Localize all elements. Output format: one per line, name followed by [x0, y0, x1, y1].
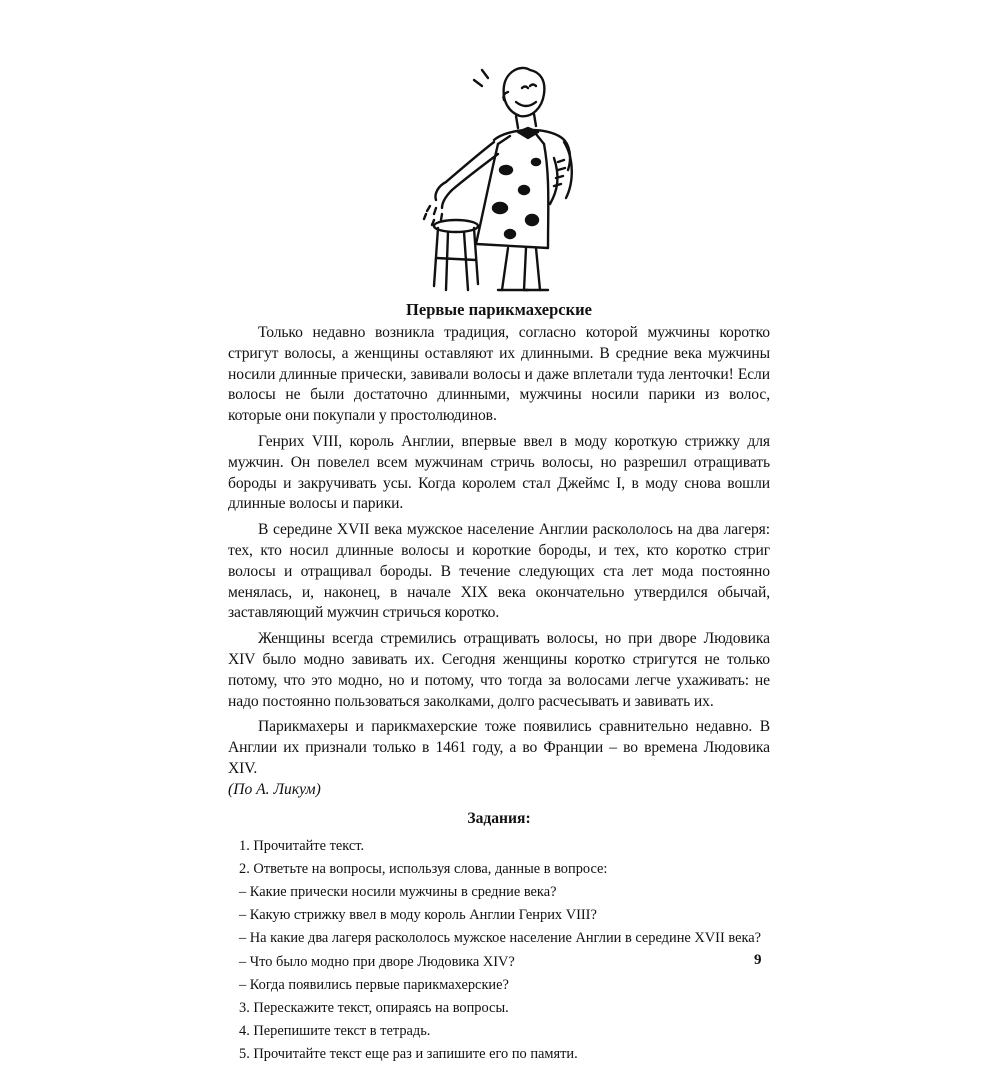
- tasks-title: Задания:: [467, 809, 531, 827]
- barber-drawing: [398, 58, 588, 294]
- task-item: – Какую стрижку ввел в моду король Англии Генрих VIII?: [239, 907, 597, 924]
- task-item: – Когда появились первые парикмахерские?: [239, 976, 509, 993]
- article-source: (По А. Ликум): [228, 780, 321, 798]
- page-number: 9: [754, 952, 762, 968]
- task-item: 5. Прочитайте текст еще раз и запишите его по памяти.: [239, 1046, 578, 1063]
- task-item: 3. Перескажите текст, опираясь на вопросы.: [239, 999, 509, 1016]
- article-title: Первые парикмахерские: [406, 300, 592, 319]
- task-item: 4. Перепишите текст в тетрадь.: [239, 1023, 431, 1040]
- task-item: – Что было модно при дворе Людовика XIV?: [239, 953, 515, 970]
- article-paragraph-1: Только недавно возникла традиция, согласно которой мужчины коротко стригут волосы, а женщины оставляют их длинными. В средние века мужчины носили длинные прически, завивали волосы и даже вплетали туда ленточки! Если волосы не были достаточно длинными, мужчины носили парики из волос, которые они покупали у простолюдинов.: [228, 324, 770, 425]
- article-paragraph-2: Генрих VIII, король Англии, впервые ввел в моду короткую стрижку для мужчин. Он повелел всем мужчинам стричь волосы, но разрешил отращивать бороды и закручивать усы. Когда королем стал Джеймс I, в моду снова вошли длинные волосы и парики.: [228, 432, 770, 513]
- barber-illustration: [398, 58, 588, 294]
- article-paragraph-4: Женщины всегда стремились отращивать волосы, но при дворе Людовика XIV было модно завивать их. Сегодня женщины коротко стригутся не только потому, что это модно, но и потому, что тогда за волосами легче ухаживать: не надо постоянно пользоваться заколками, долго расчесывать и завивать их.: [228, 630, 770, 710]
- task-item: 1. Прочитайте текст.: [239, 837, 365, 854]
- article-paragraph-3: В середине XVII века мужское население Англии раскололось на два лагеря: тех, кто носил длинные волосы и короткие бороды, и тех, кто коротко стриг волосы и отращивал бороды. В течение следующих ста лет мода постоянно менялась, и, наконец, в начале XIX века окончательно утвердился обычай, заставляющий мужчин стричься коротко.: [228, 521, 770, 622]
- task-item: 2. Ответьте на вопросы, используя слова, данные в вопросе:: [239, 860, 608, 877]
- task-item: – На какие два лагеря раскололось мужское население Англии в середине XVII века?: [239, 930, 762, 947]
- article: [228, 300, 770, 1067]
- task-item: – Какие прически носили мужчины в средние века?: [239, 883, 557, 900]
- article-paragraph-5: Парикмахеры и парикмахерские тоже появились сравнительно недавно. В Англии их признали только в 1461 году, а во Франции – во времена Людовика XIV.: [228, 718, 770, 777]
- tasks-list: [228, 835, 770, 1067]
